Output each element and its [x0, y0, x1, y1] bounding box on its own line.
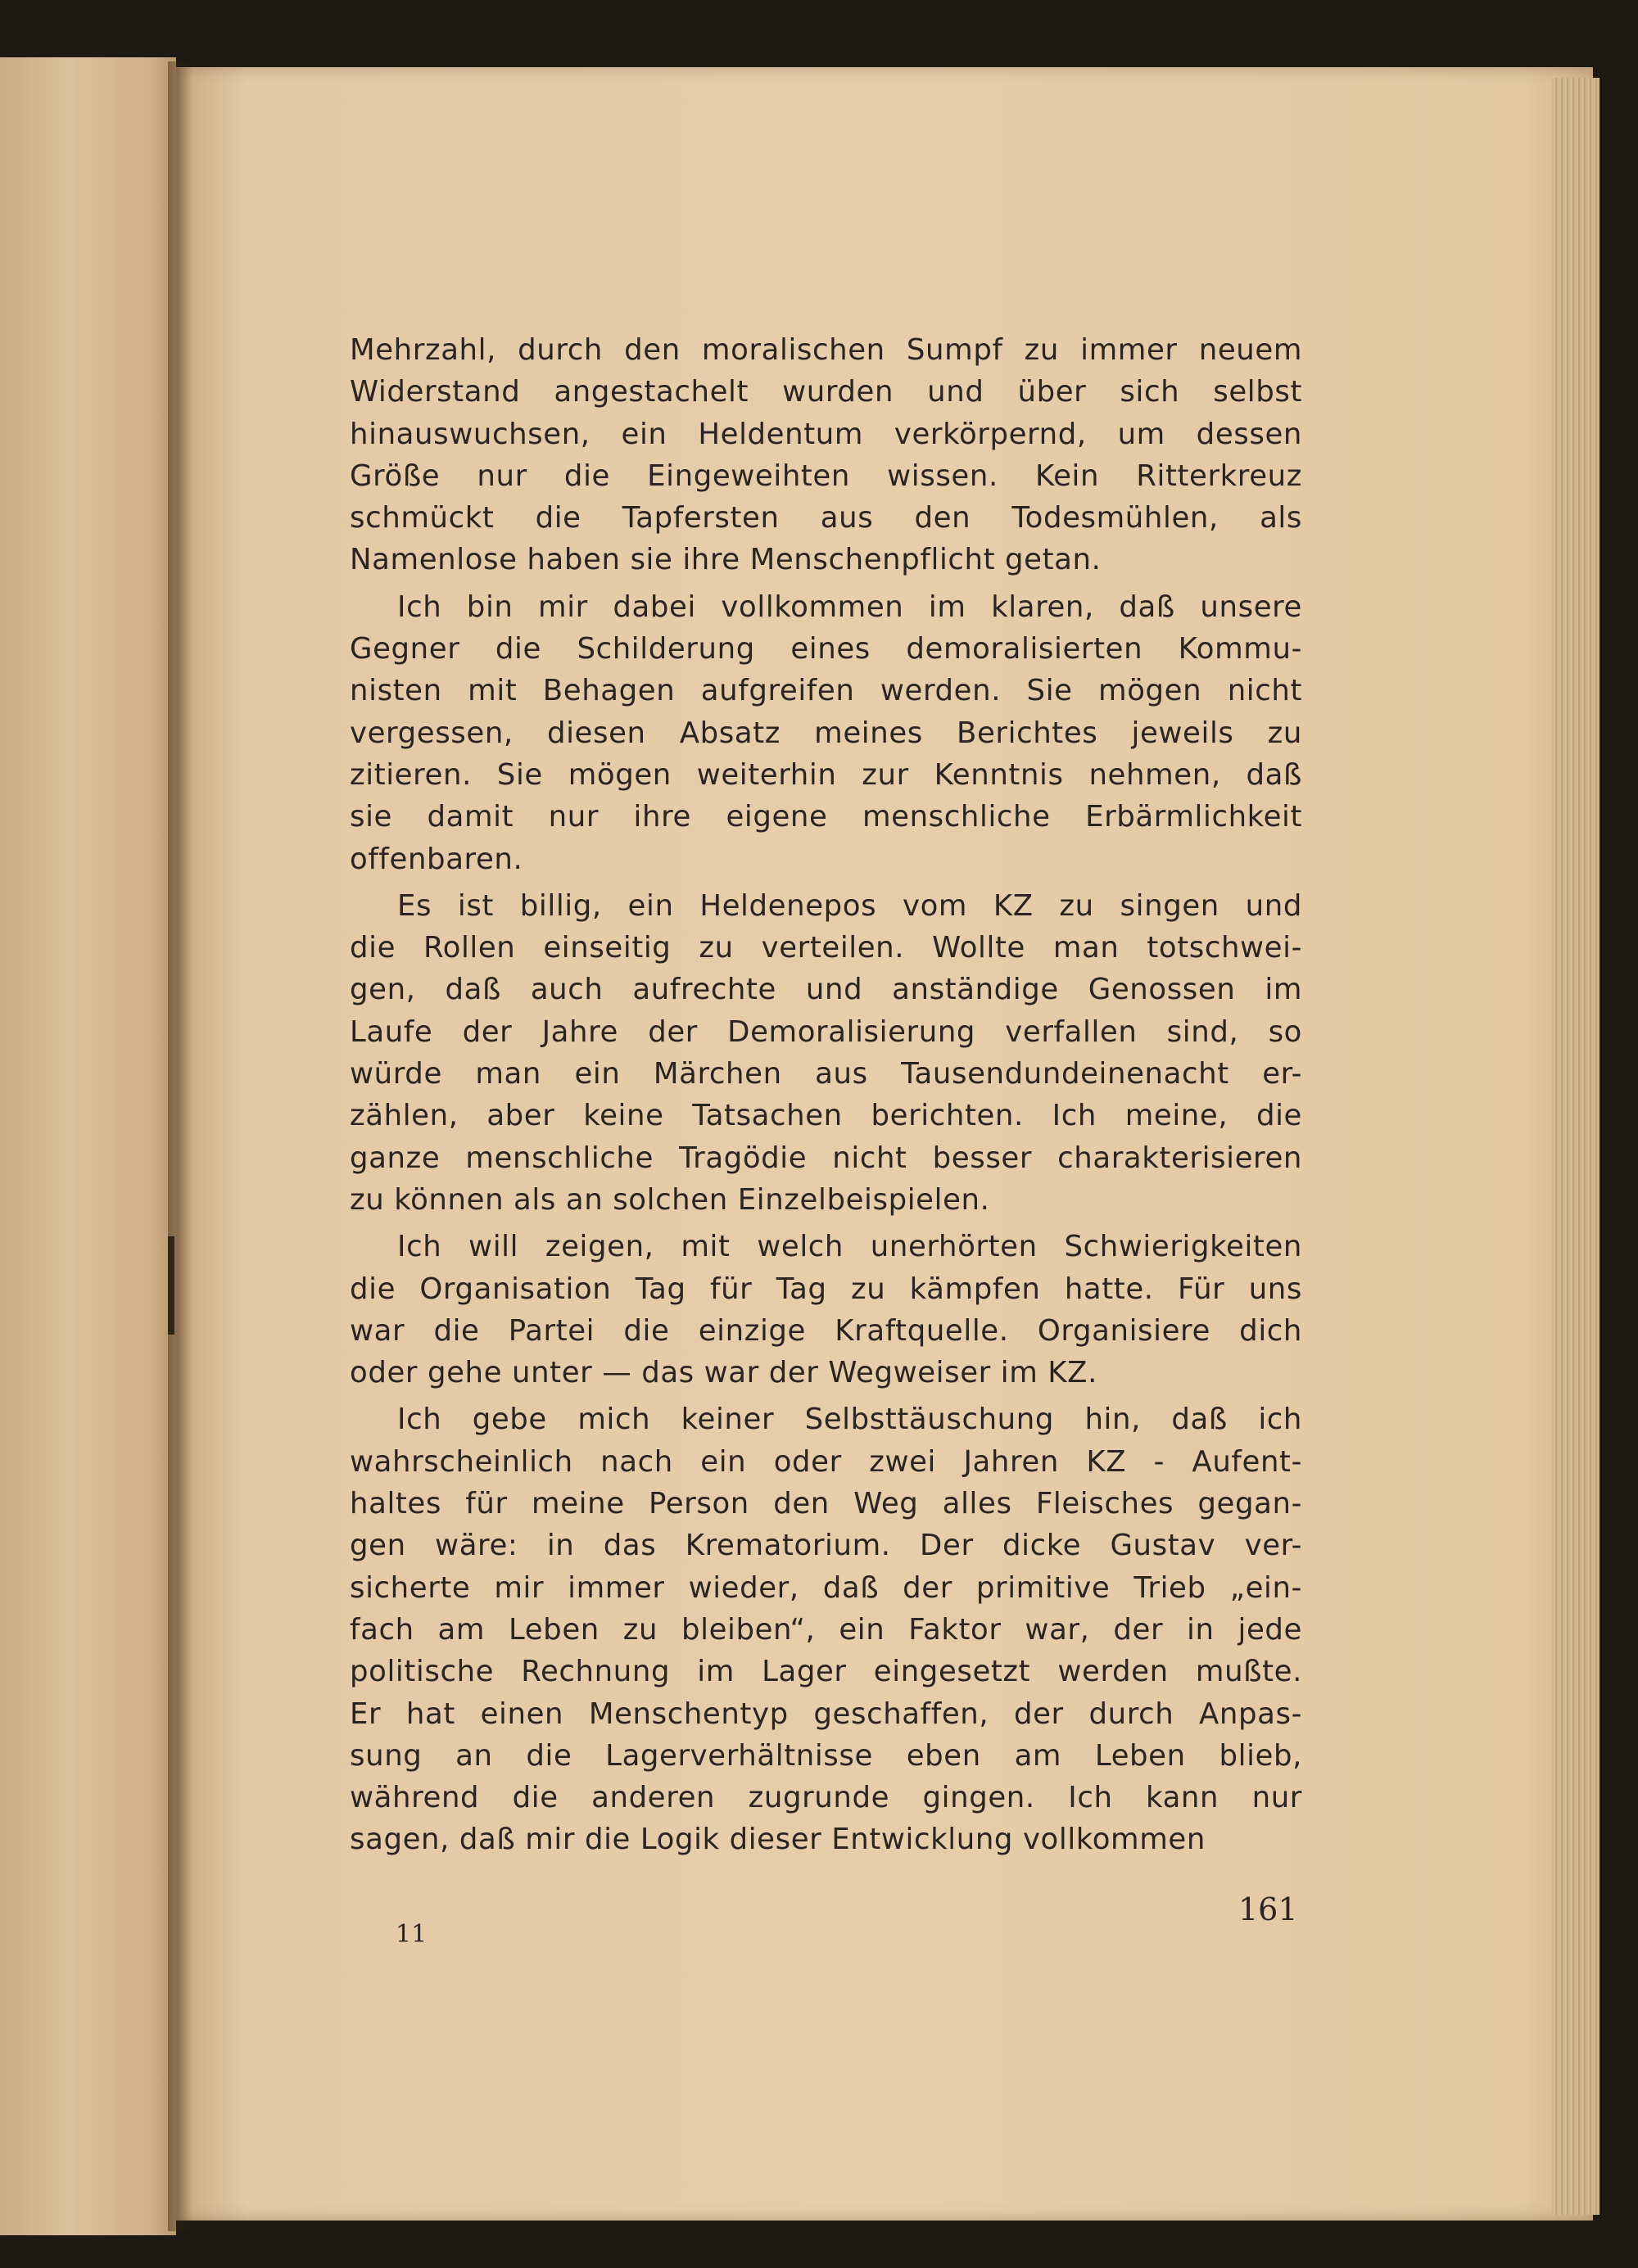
text-line: würde man ein Märchen aus Tausendundeinenacht er-	[350, 1057, 1302, 1091]
paragraph	[350, 329, 1302, 581]
text-line: offenbaren.	[350, 842, 523, 876]
text-line: politische Rechnung im Lager eingesetzt werden mußte.	[350, 1655, 1302, 1689]
text-line: ganze menschliche Tragödie nicht besser charakterisieren	[350, 1141, 1302, 1175]
text-line: zu können als an solchen Einzelbeispielen.	[350, 1182, 990, 1217]
text-line: hinauswuchsen, ein Heldentum verkörpernd, um dessen	[350, 417, 1302, 451]
text-line: haltes für meine Person den Weg alles Fleisches gegan-	[350, 1487, 1302, 1521]
text-line: Er hat einen Menschentyp geschaffen, der durch Anpas-	[350, 1696, 1302, 1731]
text-line: während die anderen zugrunde gingen. Ich kann nur	[350, 1781, 1302, 1815]
text-line: sung an die Lagerverhältnisse eben am Leben blieb,	[350, 1738, 1302, 1773]
text-line: vergessen, diesen Absatz meines Berichtes jeweils zu	[350, 716, 1302, 750]
text-line: sagen, daß mir die Logik dieser Entwicklung vollkommen	[350, 1823, 1206, 1857]
text-line: schmückt die Tapfersten aus den Todesmühlen, als	[350, 501, 1302, 535]
text-line: Mehrzahl, durch den moralischen Sumpf zu immer neuem	[350, 333, 1302, 367]
text-line: Ich will zeigen, mit welch unerhörten Schwierigkeiten	[397, 1230, 1302, 1264]
text-line: war die Partei die einzige Kraftquelle. Organisiere dich	[350, 1313, 1302, 1348]
text-line: Laufe der Jahre der Demoralisierung verfallen sind, so	[350, 1014, 1302, 1049]
text-line: Es ist billig, ein Heldenepos vom KZ zu singen und	[397, 888, 1302, 923]
text-line: nisten mit Behagen aufgreifen werden. Sie mögen nicht	[350, 674, 1302, 708]
gutter-shadow	[168, 61, 192, 2231]
body-text	[350, 329, 1302, 1861]
text-line: sicherte mir immer wieder, daß der primitive Trieb „ein-	[350, 1570, 1302, 1605]
text-line: gen wäre: in das Krematorium. Der dicke Gustav ver-	[350, 1529, 1302, 1563]
text-line: Namenlose haben sie ihre Menschenpflicht getan.	[350, 543, 1102, 577]
page-number: 161	[1238, 1891, 1298, 1927]
text-line: Größe nur die Eingeweihten wissen. Kein Ritterkreuz	[350, 459, 1302, 493]
text-line: wahrscheinlich nach ein oder zwei Jahren KZ - Aufent-	[350, 1444, 1302, 1479]
text-line: oder gehe unter — das war der Wegweiser im KZ.	[350, 1356, 1097, 1390]
signature-mark: 11	[396, 1920, 428, 1949]
text-line: sie damit nur ihre eigene menschliche Erbärmlichkeit	[350, 800, 1302, 834]
text-line: Widerstand angestachelt wurden und über sich selbst	[350, 375, 1302, 409]
text-line: fach am Leben zu bleiben“, ein Faktor war, der in jede	[350, 1612, 1302, 1647]
text-line: Ich bin mir dabei vollkommen im klaren, daß unsere	[397, 590, 1302, 624]
text-line: gen, daß auch aufrechte und anständige Genossen im	[350, 973, 1302, 1007]
page-stack-edge	[1552, 78, 1600, 2215]
text-line: Gegner die Schilderung eines demoralisierten Kommu-	[350, 632, 1302, 666]
paragraph	[350, 1398, 1302, 1860]
paragraph	[350, 885, 1302, 1221]
text-line: die Organisation Tag für Tag zu kämpfen hatte. Für uns	[350, 1272, 1302, 1306]
text-line: Ich gebe mich keiner Selbsttäuschung hin, daß ich	[397, 1403, 1302, 1437]
text-line: die Rollen einseitig zu verteilen. Wollte man totschwei-	[350, 931, 1302, 965]
paragraph	[350, 586, 1302, 880]
left-page-edge	[0, 57, 176, 2235]
text-line: zitieren. Sie mögen weiterhin zur Kenntnis nehmen, daß	[350, 757, 1302, 792]
text-line: zählen, aber keine Tatsachen berichten. Ich meine, die	[350, 1099, 1302, 1133]
paragraph	[350, 1226, 1302, 1394]
